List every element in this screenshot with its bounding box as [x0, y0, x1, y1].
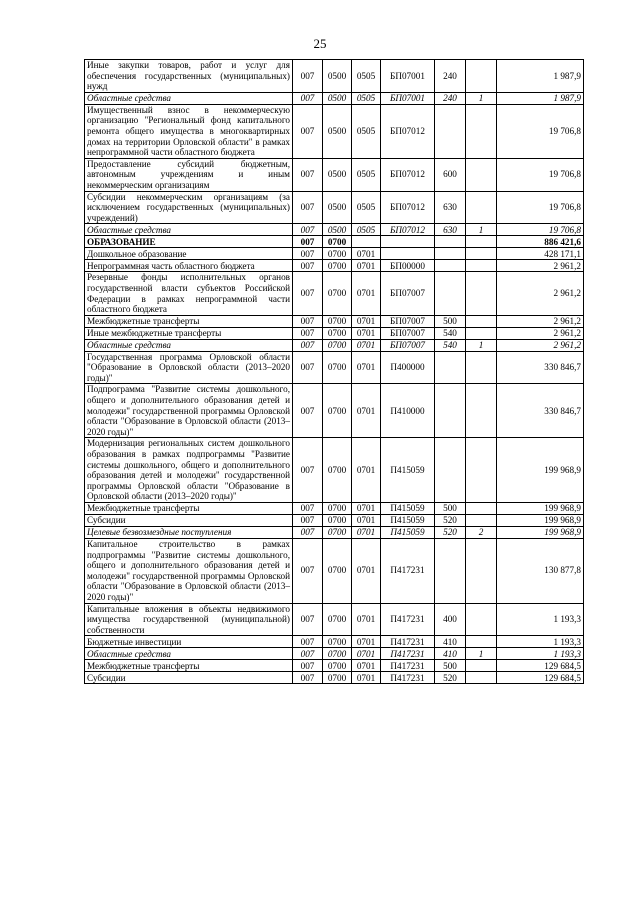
cell-expense-type: 520	[435, 672, 466, 684]
cell-expense-type	[435, 272, 466, 315]
cell-name: ОБРАЗОВАНИЕ	[85, 236, 293, 248]
cell-target-article: БП07007	[381, 339, 435, 351]
cell-target-article: П415059	[381, 438, 435, 503]
cell-expense-type	[435, 438, 466, 503]
cell-name: Межбюджетные трансферты	[85, 660, 293, 672]
table-row	[85, 158, 584, 191]
cell-subsection-code: 0701	[352, 648, 381, 660]
cell-section-code: 0500	[323, 158, 352, 191]
cell-name: Субсидии	[85, 672, 293, 684]
cell-section-code: 0700	[323, 438, 352, 503]
cell-subsection-code: 0701	[352, 603, 381, 636]
cell-target-article	[381, 236, 435, 248]
cell-expense-type: 520	[435, 515, 466, 527]
cell-expense-type	[435, 248, 466, 260]
page-number: 25	[313, 36, 327, 51]
cell-funding-source	[466, 248, 497, 260]
cell-ministry-code: 007	[293, 438, 323, 503]
cell-name: Подпрограмма "Развитие системы дошкольного, общего и дополнительного образования детей и молодежи" государственной программы Орловской области "Образование в Орловской области (2013–2020 годы)"	[85, 384, 293, 438]
cell-ministry-code: 007	[293, 384, 323, 438]
cell-target-article: БП07007	[381, 327, 435, 339]
cell-name: Субсидии некоммерческим организациям (за исключением государственных (муниципальных) учреждений)	[85, 191, 293, 224]
cell-amount: 2 961,2	[497, 315, 584, 327]
cell-expense-type: 240	[435, 92, 466, 104]
cell-amount: 1 193,3	[497, 636, 584, 648]
cell-amount: 19 706,8	[497, 191, 584, 224]
cell-expense-type	[435, 384, 466, 438]
cell-name: Иные межбюджетные трансферты	[85, 327, 293, 339]
cell-target-article: БП07012	[381, 224, 435, 236]
cell-ministry-code: 007	[293, 260, 323, 272]
cell-subsection-code: 0701	[352, 272, 381, 315]
table-row	[85, 539, 584, 604]
cell-target-article: БП07012	[381, 158, 435, 191]
table-row	[85, 672, 584, 684]
table-row	[85, 327, 584, 339]
cell-name: Капитальные вложения в объекты недвижимого имущества государственной (муниципальной) собственности	[85, 603, 293, 636]
cell-section-code: 0700	[323, 603, 352, 636]
table-row	[85, 603, 584, 636]
table-row	[85, 260, 584, 272]
cell-funding-source	[466, 539, 497, 604]
table-row	[85, 315, 584, 327]
cell-funding-source	[466, 603, 497, 636]
table-row	[85, 248, 584, 260]
cell-ministry-code: 007	[293, 503, 323, 515]
cell-section-code: 0500	[323, 191, 352, 224]
cell-amount: 1 987,9	[497, 60, 584, 93]
cell-funding-source	[466, 327, 497, 339]
table-row	[85, 224, 584, 236]
cell-subsection-code	[352, 236, 381, 248]
cell-expense-type	[435, 260, 466, 272]
table-row	[85, 636, 584, 648]
table-row	[85, 351, 584, 384]
cell-name: Государственная программа Орловской области "Образование в Орловской области (2013–2020 годы)"	[85, 351, 293, 384]
cell-section-code: 0700	[323, 660, 352, 672]
cell-expense-type: 540	[435, 339, 466, 351]
cell-subsection-code: 0701	[352, 660, 381, 672]
cell-ministry-code: 007	[293, 527, 323, 539]
cell-funding-source	[466, 272, 497, 315]
cell-section-code: 0700	[323, 539, 352, 604]
cell-subsection-code: 0505	[352, 104, 381, 158]
cell-target-article: БП07007	[381, 315, 435, 327]
cell-ministry-code: 007	[293, 236, 323, 248]
cell-expense-type: 500	[435, 315, 466, 327]
cell-name: Модернизация региональных систем дошкольного образования в рамках подпрограммы "Развитие системы дошкольного, общего и дополнительного образования детей и молодежи" государственной программы Орловской области "Образование в Орловской области (2013–2020 годы)"	[85, 438, 293, 503]
cell-funding-source	[466, 236, 497, 248]
cell-name: Межбюджетные трансферты	[85, 315, 293, 327]
cell-expense-type	[435, 351, 466, 384]
cell-section-code: 0700	[323, 351, 352, 384]
cell-expense-type: 500	[435, 503, 466, 515]
cell-amount: 2 961,2	[497, 339, 584, 351]
cell-funding-source	[466, 636, 497, 648]
cell-ministry-code: 007	[293, 272, 323, 315]
cell-name: Межбюджетные трансферты	[85, 503, 293, 515]
cell-target-article: П417231	[381, 648, 435, 660]
budget-table	[84, 59, 584, 684]
cell-subsection-code: 0505	[352, 158, 381, 191]
cell-subsection-code: 0701	[352, 384, 381, 438]
cell-expense-type: 630	[435, 224, 466, 236]
cell-target-article: БП07001	[381, 92, 435, 104]
table-row	[85, 272, 584, 315]
cell-funding-source	[466, 260, 497, 272]
cell-funding-source: 1	[466, 339, 497, 351]
cell-name: Иные закупки товаров, работ и услуг для обеспечения государственных (муниципальных) нужд	[85, 60, 293, 93]
cell-amount: 130 877,8	[497, 539, 584, 604]
cell-target-article: П415059	[381, 515, 435, 527]
cell-target-article: П410000	[381, 384, 435, 438]
cell-section-code: 0700	[323, 648, 352, 660]
cell-ministry-code: 007	[293, 539, 323, 604]
cell-ministry-code: 007	[293, 327, 323, 339]
cell-ministry-code: 007	[293, 603, 323, 636]
cell-target-article: БП07007	[381, 272, 435, 315]
cell-funding-source	[466, 384, 497, 438]
cell-funding-source	[466, 60, 497, 93]
cell-expense-type	[435, 539, 466, 604]
cell-amount: 1 193,3	[497, 648, 584, 660]
cell-ministry-code: 007	[293, 224, 323, 236]
cell-section-code: 0700	[323, 339, 352, 351]
cell-ministry-code: 007	[293, 636, 323, 648]
cell-amount: 2 961,2	[497, 260, 584, 272]
cell-name: Резервные фонды исполнительных органов государственной власти субъектов Российской Федерации в рамках непрограммной части областного бюджета	[85, 272, 293, 315]
cell-amount: 428 171,1	[497, 248, 584, 260]
cell-ministry-code: 007	[293, 672, 323, 684]
cell-name: Областные средства	[85, 339, 293, 351]
table-row	[85, 92, 584, 104]
cell-section-code: 0700	[323, 636, 352, 648]
cell-subsection-code: 0505	[352, 92, 381, 104]
cell-expense-type: 630	[435, 191, 466, 224]
table-row	[85, 648, 584, 660]
cell-ministry-code: 007	[293, 158, 323, 191]
cell-ministry-code: 007	[293, 315, 323, 327]
cell-ministry-code: 007	[293, 339, 323, 351]
table-row	[85, 515, 584, 527]
cell-ministry-code: 007	[293, 515, 323, 527]
cell-funding-source	[466, 672, 497, 684]
cell-name: Субсидии	[85, 515, 293, 527]
cell-name: Бюджетные инвестиции	[85, 636, 293, 648]
cell-target-article: П417231	[381, 636, 435, 648]
cell-section-code: 0700	[323, 260, 352, 272]
cell-name: Областные средства	[85, 648, 293, 660]
cell-ministry-code: 007	[293, 60, 323, 93]
cell-section-code: 0700	[323, 515, 352, 527]
cell-section-code: 0700	[323, 315, 352, 327]
cell-target-article: БП00000	[381, 260, 435, 272]
cell-funding-source	[466, 191, 497, 224]
cell-amount: 2 961,2	[497, 327, 584, 339]
cell-funding-source: 1	[466, 224, 497, 236]
cell-amount: 330 846,7	[497, 351, 584, 384]
table-row	[85, 660, 584, 672]
cell-ministry-code: 007	[293, 351, 323, 384]
cell-expense-type: 500	[435, 660, 466, 672]
cell-name: Областные средства	[85, 224, 293, 236]
cell-expense-type	[435, 104, 466, 158]
cell-subsection-code: 0505	[352, 60, 381, 93]
cell-section-code: 0500	[323, 60, 352, 93]
cell-amount: 886 421,6	[497, 236, 584, 248]
cell-subsection-code: 0701	[352, 351, 381, 384]
cell-amount: 129 684,5	[497, 660, 584, 672]
cell-expense-type: 540	[435, 327, 466, 339]
cell-name: Имущественный взнос в некоммерческую организацию "Региональный фонд капитального ремонта общего имущества в многоквартирных домах на территории Орловской области" в рамках непрограммной части областного бюджета	[85, 104, 293, 158]
cell-amount: 19 706,8	[497, 158, 584, 191]
cell-subsection-code: 0701	[352, 539, 381, 604]
cell-funding-source	[466, 351, 497, 384]
cell-section-code: 0700	[323, 384, 352, 438]
cell-amount: 19 706,8	[497, 104, 584, 158]
cell-subsection-code: 0701	[352, 438, 381, 503]
cell-target-article: БП07012	[381, 191, 435, 224]
cell-section-code: 0700	[323, 272, 352, 315]
table-row	[85, 438, 584, 503]
table-row	[85, 191, 584, 224]
cell-funding-source	[466, 104, 497, 158]
cell-subsection-code: 0701	[352, 636, 381, 648]
cell-amount: 330 846,7	[497, 384, 584, 438]
table-row	[85, 339, 584, 351]
cell-subsection-code: 0701	[352, 339, 381, 351]
cell-target-article: П417231	[381, 672, 435, 684]
cell-ministry-code: 007	[293, 648, 323, 660]
cell-section-code: 0500	[323, 224, 352, 236]
cell-expense-type: 410	[435, 648, 466, 660]
cell-amount: 199 968,9	[497, 503, 584, 515]
cell-funding-source	[466, 315, 497, 327]
cell-target-article: БП07012	[381, 104, 435, 158]
cell-section-code: 0700	[323, 672, 352, 684]
cell-subsection-code: 0505	[352, 191, 381, 224]
cell-section-code: 0500	[323, 104, 352, 158]
cell-target-article	[381, 248, 435, 260]
cell-name: Капитальное строительство в рамках подпрограммы "Развитие системы дошкольного, общего и дополнительного образования детей и молодежи" государственной программы Орловской области "Образование в Орловской области (2013–2020 годы)"	[85, 539, 293, 604]
cell-section-code: 0700	[323, 248, 352, 260]
cell-section-code: 0700	[323, 236, 352, 248]
cell-name: Дошкольное образование	[85, 248, 293, 260]
cell-subsection-code: 0701	[352, 503, 381, 515]
cell-target-article: П417231	[381, 539, 435, 604]
cell-section-code: 0700	[323, 503, 352, 515]
cell-expense-type: 600	[435, 158, 466, 191]
cell-section-code: 0700	[323, 327, 352, 339]
cell-expense-type: 400	[435, 603, 466, 636]
cell-subsection-code: 0701	[352, 248, 381, 260]
cell-target-article: П415059	[381, 527, 435, 539]
cell-target-article: П400000	[381, 351, 435, 384]
cell-funding-source	[466, 438, 497, 503]
cell-name: Предоставление субсидий бюджетным, автономным учреждениям и иным некоммерческим организациям	[85, 158, 293, 191]
cell-expense-type: 240	[435, 60, 466, 93]
cell-section-code: 0700	[323, 527, 352, 539]
cell-expense-type: 410	[435, 636, 466, 648]
cell-ministry-code: 007	[293, 660, 323, 672]
cell-ministry-code: 007	[293, 92, 323, 104]
cell-subsection-code: 0701	[352, 315, 381, 327]
cell-funding-source: 1	[466, 92, 497, 104]
cell-subsection-code: 0505	[352, 224, 381, 236]
table-row	[85, 384, 584, 438]
table-body	[85, 60, 584, 684]
cell-name: Областные средства	[85, 92, 293, 104]
table-row	[85, 527, 584, 539]
table-row	[85, 503, 584, 515]
cell-amount: 1 987,9	[497, 92, 584, 104]
cell-amount: 2 961,2	[497, 272, 584, 315]
cell-amount: 129 684,5	[497, 672, 584, 684]
table-row	[85, 60, 584, 93]
cell-subsection-code: 0701	[352, 527, 381, 539]
cell-subsection-code: 0701	[352, 672, 381, 684]
cell-amount: 199 968,9	[497, 527, 584, 539]
cell-subsection-code: 0701	[352, 327, 381, 339]
cell-funding-source	[466, 158, 497, 191]
table-row	[85, 236, 584, 248]
cell-ministry-code: 007	[293, 104, 323, 158]
cell-target-article: БП07001	[381, 60, 435, 93]
cell-ministry-code: 007	[293, 248, 323, 260]
cell-subsection-code: 0701	[352, 260, 381, 272]
cell-expense-type	[435, 236, 466, 248]
cell-funding-source	[466, 503, 497, 515]
cell-ministry-code: 007	[293, 191, 323, 224]
cell-name: Целевые безвозмездные поступления	[85, 527, 293, 539]
cell-subsection-code: 0701	[352, 515, 381, 527]
cell-amount: 1 193,3	[497, 603, 584, 636]
cell-target-article: П417231	[381, 660, 435, 672]
cell-target-article: П415059	[381, 503, 435, 515]
cell-amount: 19 706,8	[497, 224, 584, 236]
cell-funding-source	[466, 515, 497, 527]
cell-funding-source: 1	[466, 648, 497, 660]
table-row	[85, 104, 584, 158]
cell-name: Непрограммная часть областного бюджета	[85, 260, 293, 272]
cell-target-article: П417231	[381, 603, 435, 636]
cell-funding-source: 2	[466, 527, 497, 539]
cell-amount: 199 968,9	[497, 515, 584, 527]
cell-funding-source	[466, 660, 497, 672]
cell-expense-type: 520	[435, 527, 466, 539]
cell-section-code: 0500	[323, 92, 352, 104]
cell-amount: 199 968,9	[497, 438, 584, 503]
